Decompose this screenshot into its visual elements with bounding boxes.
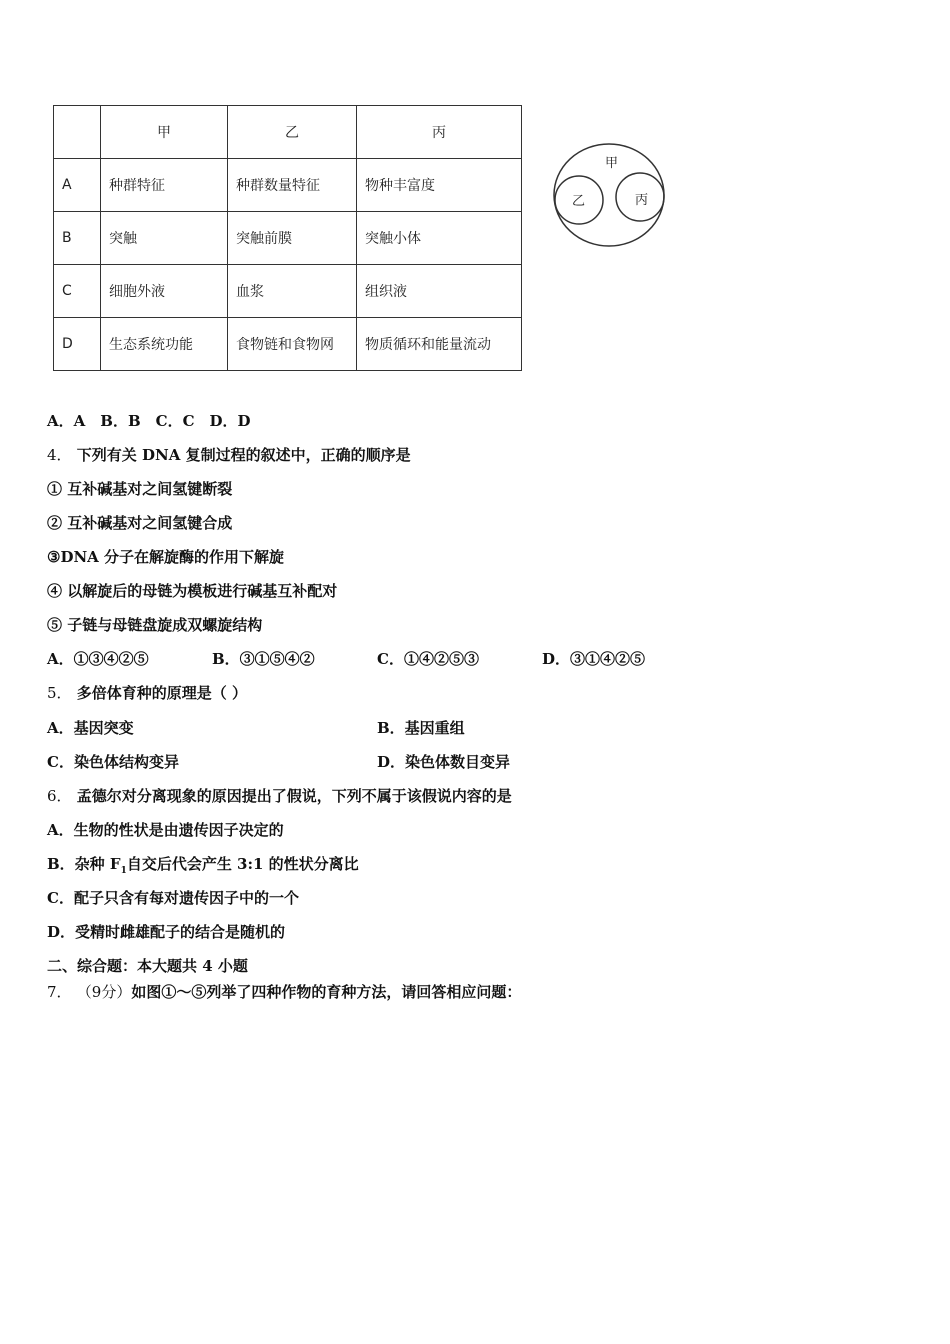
venn-label-outer: 甲	[605, 156, 619, 171]
table-cell: 物质循环和能量流动	[357, 318, 522, 371]
table-cell: 种群数量特征	[228, 159, 357, 212]
table-cell: 生态系统功能	[101, 318, 228, 371]
q7-question	[47, 981, 521, 1002]
option-d: D．染色体数目变异	[377, 753, 511, 771]
q4-step: ③DNA 分子在解旋酶的作用下解旋	[47, 548, 285, 566]
table-cell: 物种丰富度	[357, 159, 522, 212]
option-c: C．染色体结构变异	[47, 753, 179, 771]
question-stem: 孟德尔对分离现象的原因提出了假说，下列不属于该假说内容的是	[76, 787, 512, 805]
q4-step: ⑤ 子链与母链盘旋成双螺旋结构	[47, 616, 263, 634]
table-cell: 血浆	[228, 265, 357, 318]
q4-step: ④ 以解旋后的母链为模板进行碱基互补配对	[47, 582, 338, 600]
q6-option-b	[47, 853, 359, 876]
question-stem: 多倍体育种的原理是（ ）	[76, 684, 248, 702]
header-cell: 丙	[357, 106, 522, 159]
question-score: （9分）	[76, 983, 132, 1001]
q4-step: ② 互补碱基对之间氢键合成	[47, 514, 233, 532]
question-number: 5．	[47, 684, 72, 702]
option-d: D．③①④②⑤	[542, 650, 646, 668]
question-stem: 下列有关 DNA 复制过程的叙述中，正确的顺序是	[76, 446, 411, 464]
question-number: 4．	[47, 446, 72, 464]
header-cell: 甲	[101, 106, 228, 159]
venn-diagram	[552, 142, 668, 250]
table-row	[54, 212, 522, 265]
q6-question	[47, 785, 512, 806]
table-cell: 细胞外液	[101, 265, 228, 318]
header-cell	[54, 106, 101, 159]
table-row	[54, 318, 522, 371]
question-number: 6．	[47, 787, 72, 805]
option-b: B．基因重组	[377, 719, 465, 737]
table-cell: D	[54, 318, 101, 371]
option-b-suffix: 自交后代会产生 3:1 的性状分离比	[126, 855, 359, 873]
table-cell: C	[54, 265, 101, 318]
answer-table	[53, 105, 522, 371]
table-cell: 食物链和食物网	[228, 318, 357, 371]
option-b-subscript: 1	[120, 866, 127, 876]
q5-question	[47, 682, 247, 703]
option-c: C．①④②⑤③	[377, 650, 479, 668]
section-heading: 二、综合题：本大题共 4 小题	[47, 957, 248, 975]
table-header-row	[54, 106, 522, 159]
option-a: A．①③④②⑤	[47, 650, 149, 668]
table-cell: 突触前膜	[228, 212, 357, 265]
q6-option-a: A．生物的性状是由遗传因子决定的	[47, 821, 284, 839]
q3-options: A．A B．B C．C D．D	[47, 412, 251, 430]
option-a: A．基因突变	[47, 719, 134, 737]
table-cell: B	[54, 212, 101, 265]
q6-option-c: C．配子只含有每对遗传因子中的一个	[47, 889, 299, 907]
venn-label-right: 丙	[635, 193, 649, 208]
q4-question	[47, 444, 411, 465]
table-row	[54, 159, 522, 212]
question-number: 7．	[47, 983, 72, 1001]
venn-label-left: 乙	[572, 194, 586, 209]
table-cell: 突触	[101, 212, 228, 265]
q4-step: ① 互补碱基对之间氢键断裂	[47, 480, 233, 498]
table-cell: 突触小体	[357, 212, 522, 265]
table-cell: 组织液	[357, 265, 522, 318]
option-b: B．③①⑤④②	[212, 650, 315, 668]
question-stem: 如图①～⑤列举了四种作物的育种方法，请回答相应问题：	[131, 983, 522, 1001]
table-row	[54, 265, 522, 318]
q6-option-d: D．受精时雌雄配子的结合是随机的	[47, 923, 286, 941]
table-cell: A	[54, 159, 101, 212]
header-cell: 乙	[228, 106, 357, 159]
table-cell: 种群特征	[101, 159, 228, 212]
option-b-prefix: B．杂种 F	[47, 855, 121, 873]
